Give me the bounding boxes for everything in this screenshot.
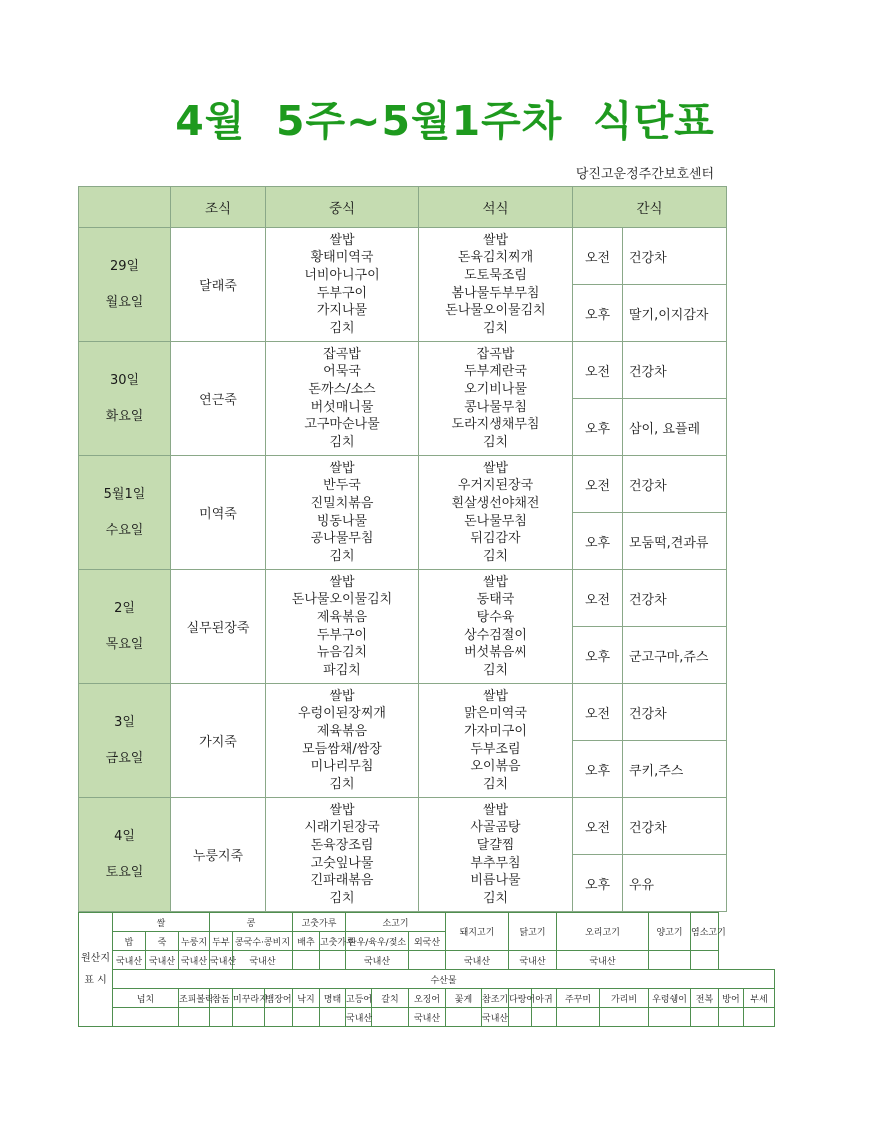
origin-seafood-values	[79, 1008, 775, 1027]
snack-am-item: 건강차	[623, 228, 727, 285]
origin-seafood-items	[79, 989, 775, 1008]
dinner-item: 버섯볶음씨	[464, 645, 527, 661]
origin-seafood-item: 전복	[691, 989, 719, 1008]
dinner-item: 가자미구이	[464, 723, 527, 739]
origin-value-cell: 국내산	[179, 951, 210, 970]
lunch-item: 두부구이	[316, 627, 368, 643]
lunch-item: 고구마순나물	[304, 417, 380, 433]
center-name: 당진고운정주간보호센터	[575, 167, 714, 182]
lunch-item: 모듬쌈채/쌈장	[302, 741, 382, 757]
origin-seafood-label: 수산물	[113, 970, 775, 989]
origin-seafood-value	[293, 1008, 320, 1027]
breakfast-cell: 연근죽	[171, 342, 266, 456]
dinner-item: 오기비나물	[464, 381, 527, 397]
snack-pm-item: 모둠떡,견과류	[623, 513, 727, 570]
lunch-item: 쌀밥	[329, 802, 355, 818]
lunch-item: 빙동나물	[316, 513, 368, 529]
origin-sub-cell: 고춧가루	[320, 932, 346, 951]
dinner-item: 상수검절이	[464, 627, 527, 643]
origin-seafood-value	[265, 1008, 293, 1027]
snack-am-label: 오전	[573, 228, 623, 285]
origin-seafood-item: 우렁쉥이	[649, 989, 691, 1008]
header-snack: 간식	[573, 187, 727, 228]
origin-seafood-row	[79, 970, 775, 989]
breakfast-cell: 미역죽	[171, 456, 266, 570]
lunch-item: 돈나물오이물김치	[291, 592, 393, 608]
lunch-cell	[266, 684, 419, 798]
origin-value-cell	[691, 951, 719, 970]
snack-pm-item: 딸기,이지감자	[623, 285, 727, 342]
dinner-item: 뒤김감자	[470, 531, 521, 547]
origin-seafood-value	[532, 1008, 557, 1027]
dinner-item: 두부계란국	[464, 364, 527, 380]
page-title: 4월 5주~5월1주차 식단표	[175, 97, 715, 145]
origin-seafood-value	[691, 1008, 719, 1027]
lunch-item: 어묵국	[323, 364, 361, 380]
origin-seafood-item: 참조기	[482, 989, 509, 1008]
dinner-cell	[419, 342, 573, 456]
origin-sub-cell: 외국산	[409, 932, 446, 951]
lunch-item: 김치	[329, 890, 355, 906]
snack-am-item: 건강차	[623, 570, 727, 627]
dinner-item: 맑은미역국	[464, 706, 527, 722]
origin-seafood-value: 국내산	[346, 1008, 372, 1027]
origin-chicken: 닭고기	[509, 913, 557, 951]
day-row	[79, 228, 727, 285]
origin-value-cell	[293, 951, 320, 970]
day-row	[79, 570, 727, 627]
origin-goat: 양고기	[649, 913, 691, 951]
snack-am-item: 건강차	[623, 798, 727, 855]
day-cell	[79, 570, 171, 684]
lunch-item: 버섯매니물	[310, 399, 374, 415]
dinner-item: 김치	[482, 434, 509, 450]
lunch-cell	[266, 798, 419, 912]
lunch-item: 가지나물	[316, 303, 368, 319]
dinner-item: 돈육김치찌개	[457, 250, 534, 266]
lunch-item: 진밀치볶음	[310, 495, 374, 511]
lunch-item: 쌀밥	[329, 232, 355, 248]
origin-value-cell: 국내산	[146, 951, 179, 970]
origin-table	[78, 912, 775, 1027]
snack-pm-label: 오후	[573, 285, 623, 342]
snack-am-label: 오전	[573, 798, 623, 855]
origin-seafood-item: 낙지	[293, 989, 320, 1008]
origin-seafood-item: 가리비	[600, 989, 649, 1008]
lunch-item: 뉴음김치	[316, 645, 368, 661]
day-weekday: 월요일	[105, 294, 144, 310]
breakfast-cell: 누룽지죽	[171, 798, 266, 912]
dinner-item: 흰살생선야채전	[451, 495, 540, 511]
origin-value-cell	[409, 951, 446, 970]
origin-seafood-value	[179, 1008, 210, 1027]
dinner-item: 오이볶음	[470, 759, 521, 775]
origin-seafood-value	[446, 1008, 482, 1027]
lunch-item: 김치	[329, 434, 355, 450]
lunch-item: 황태미역국	[310, 250, 374, 266]
origin-chili: 고춧가루	[293, 913, 346, 932]
menu-header-row	[79, 187, 727, 228]
origin-sub-cell: 콩국수·콩비지	[233, 932, 293, 951]
origin-value-cell: 국내산	[113, 951, 146, 970]
origin-sub-cell: 죽	[146, 932, 179, 951]
origin-seafood-item: 뱀장어	[265, 989, 293, 1008]
menu-table	[78, 186, 727, 912]
origin-group-row	[79, 913, 775, 932]
lunch-item: 미나리무침	[310, 759, 374, 775]
dinner-item: 잡곡밥	[476, 346, 515, 362]
origin-sub-cell: 한우/육우/젖소	[346, 932, 409, 951]
origin-seafood-item: 오징어	[409, 989, 446, 1008]
dinner-item: 돈나물오이물김치	[445, 303, 546, 319]
dinner-cell	[419, 228, 573, 342]
lunch-item: 공나물무침	[310, 531, 374, 547]
origin-seafood-item: 부세	[744, 989, 775, 1008]
origin-seafood-item: 아귀	[532, 989, 557, 1008]
snack-pm-label: 오후	[573, 399, 623, 456]
lunch-item: 파김치	[323, 662, 361, 678]
day-row	[79, 342, 727, 399]
dinner-item: 콩나물무침	[464, 399, 527, 415]
lunch-item: 우렁이된장찌개	[298, 706, 386, 722]
dinner-cell	[419, 570, 573, 684]
lunch-item: 김치	[329, 320, 355, 336]
origin-seafood-value	[600, 1008, 649, 1027]
snack-pm-item: 군고구마,쥬스	[623, 627, 727, 684]
origin-duck: 오리고기	[557, 913, 649, 951]
origin-seafood-value	[649, 1008, 691, 1027]
day-date: 2일	[114, 600, 135, 616]
lunch-cell	[266, 342, 419, 456]
lunch-item: 긴파래볶음	[310, 873, 374, 889]
lunch-item: 쌀밥	[329, 574, 355, 590]
day-row	[79, 798, 727, 855]
day-weekday: 수요일	[105, 522, 144, 538]
origin-seafood-item: 방어	[719, 989, 744, 1008]
dinner-item: 부추무침	[470, 855, 521, 871]
origin-value-row	[79, 951, 775, 970]
dinner-item: 동태국	[476, 592, 515, 608]
dinner-cell	[419, 456, 573, 570]
origin-sub-cell: 밥	[113, 932, 146, 951]
snack-am-label: 오전	[573, 456, 623, 513]
dinner-item: 달걀찜	[476, 837, 515, 853]
lunch-item: 돈육장조림	[310, 837, 374, 853]
day-cell	[79, 798, 171, 912]
dinner-item: 쌀밥	[482, 688, 509, 704]
day-date: 4일	[114, 828, 135, 844]
header-breakfast: 조식	[171, 187, 266, 228]
origin-bean: 콩	[210, 913, 293, 932]
snack-pm-item: 쿠키,주스	[623, 741, 727, 798]
dinner-item: 비름나물	[470, 873, 521, 889]
origin-lamb: 염소고기	[691, 913, 719, 951]
origin-seafood-item: 고등어	[346, 989, 372, 1008]
lunch-item: 너비아니구이	[304, 267, 380, 283]
snack-pm-label: 오후	[573, 855, 623, 912]
lunch-item: 쌀밥	[329, 688, 355, 704]
origin-seafood-item: 주꾸미	[557, 989, 600, 1008]
dinner-item: 탕수육	[476, 609, 515, 625]
origin-beef: 소고기	[346, 913, 446, 932]
snack-am-item: 건강차	[623, 342, 727, 399]
breakfast-cell: 실무된장죽	[171, 570, 266, 684]
header-lunch: 중식	[266, 187, 419, 228]
day-weekday: 토요일	[105, 864, 144, 880]
dinner-item: 김치	[482, 890, 509, 906]
snack-am-label: 오전	[573, 570, 623, 627]
day-cell	[79, 456, 171, 570]
origin-seafood-value	[509, 1008, 532, 1027]
lunch-item: 반두국	[323, 478, 361, 494]
origin-seafood-value	[744, 1008, 775, 1027]
day-date: 29일	[109, 258, 140, 274]
origin-sub-cell: 배추	[293, 932, 320, 951]
lunch-item: 김치	[329, 548, 355, 564]
origin-seafood-item: 참돔	[210, 989, 233, 1008]
origin-pork: 돼지고기	[446, 913, 509, 951]
dinner-item: 쌀밥	[482, 802, 509, 818]
origin-sub-cell: 누룽지	[179, 932, 210, 951]
origin-value-cell: 국내산	[446, 951, 509, 970]
day-date: 5월1일	[103, 486, 146, 502]
snack-am-label: 오전	[573, 342, 623, 399]
snack-pm-item: 우유	[623, 855, 727, 912]
origin-seafood-value: 국내산	[482, 1008, 509, 1027]
lunch-item: 제육볶음	[316, 609, 368, 625]
dinner-item: 쌀밥	[482, 460, 509, 476]
origin-seafood-value	[233, 1008, 265, 1027]
origin-seafood-item: 넙치	[113, 989, 179, 1008]
day-row	[79, 456, 727, 513]
dinner-item: 김치	[482, 320, 509, 336]
dinner-item: 두부조림	[470, 741, 521, 757]
origin-seafood-value	[210, 1008, 233, 1027]
origin-seafood-item: 꽃게	[446, 989, 482, 1008]
lunch-item: 돈까스/소스	[308, 381, 376, 397]
origin-seafood-value	[113, 1008, 179, 1027]
lunch-cell	[266, 228, 419, 342]
breakfast-cell: 달래죽	[171, 228, 266, 342]
origin-seafood-item: 다랑어	[509, 989, 532, 1008]
origin-value-cell	[649, 951, 691, 970]
dinner-item: 우거지된장국	[457, 478, 534, 494]
origin-label-text: 원산지 표 시	[81, 952, 110, 986]
origin-value-cell: 국내산	[509, 951, 557, 970]
origin-sub-cell: 두부	[210, 932, 233, 951]
origin-label	[79, 913, 113, 1027]
header-blank	[79, 187, 171, 228]
dinner-item: 사골곰탕	[470, 820, 521, 836]
origin-seafood-value	[557, 1008, 600, 1027]
snack-am-item: 건강차	[623, 684, 727, 741]
origin-seafood-value	[372, 1008, 409, 1027]
dinner-cell	[419, 798, 573, 912]
lunch-cell	[266, 570, 419, 684]
lunch-item: 두부구이	[316, 285, 368, 301]
lunch-item: 시래기된장국	[304, 820, 380, 836]
origin-value-cell	[320, 951, 346, 970]
lunch-item: 쌀밥	[329, 460, 355, 476]
origin-value-cell: 국내산	[210, 951, 233, 970]
lunch-item: 고숫잎나물	[310, 855, 374, 871]
lunch-item: 제육볶음	[316, 723, 368, 739]
header-dinner: 석식	[419, 187, 573, 228]
origin-seafood-item: 미꾸라지	[233, 989, 265, 1008]
snack-pm-item: 삼이, 요플레	[623, 399, 727, 456]
day-weekday: 금요일	[105, 750, 144, 766]
lunch-item: 잡곡밥	[323, 346, 361, 362]
dinner-item: 쌀밥	[482, 574, 509, 590]
day-weekday: 목요일	[105, 636, 144, 652]
day-cell	[79, 228, 171, 342]
dinner-item: 김치	[482, 662, 509, 678]
day-date: 3일	[114, 714, 135, 730]
day-cell	[79, 684, 171, 798]
dinner-item: 도토묵조림	[464, 267, 527, 283]
dinner-item: 김치	[482, 548, 509, 564]
snack-pm-label: 오후	[573, 513, 623, 570]
origin-seafood-value	[719, 1008, 744, 1027]
origin-seafood-value	[320, 1008, 346, 1027]
origin-value-cell: 국내산	[557, 951, 649, 970]
origin-seafood-item: 명태	[320, 989, 346, 1008]
day-cell	[79, 342, 171, 456]
lunch-cell	[266, 456, 419, 570]
lunch-item: 김치	[329, 776, 355, 792]
origin-rice: 쌀	[113, 913, 210, 932]
snack-pm-label: 오후	[573, 627, 623, 684]
dinner-item: 도라지생채무침	[451, 417, 540, 433]
day-weekday: 화요일	[105, 408, 144, 424]
snack-am-item: 건강차	[623, 456, 727, 513]
origin-seafood-value: 국내산	[409, 1008, 446, 1027]
origin-value-cell: 국내산	[346, 951, 409, 970]
breakfast-cell: 가지죽	[171, 684, 266, 798]
origin-value-cell: 국내산	[233, 951, 293, 970]
day-row	[79, 684, 727, 741]
snack-am-label: 오전	[573, 684, 623, 741]
day-date: 30일	[109, 372, 140, 388]
origin-seafood-item: 조피볼락	[179, 989, 210, 1008]
dinner-item: 쌀밥	[482, 232, 509, 248]
dinner-item: 김치	[482, 776, 509, 792]
dinner-cell	[419, 684, 573, 798]
origin-seafood-item: 갈치	[372, 989, 409, 1008]
dinner-item: 돈나물무침	[464, 513, 527, 529]
snack-pm-label: 오후	[573, 741, 623, 798]
dinner-item: 봄나물두부무침	[451, 285, 540, 301]
